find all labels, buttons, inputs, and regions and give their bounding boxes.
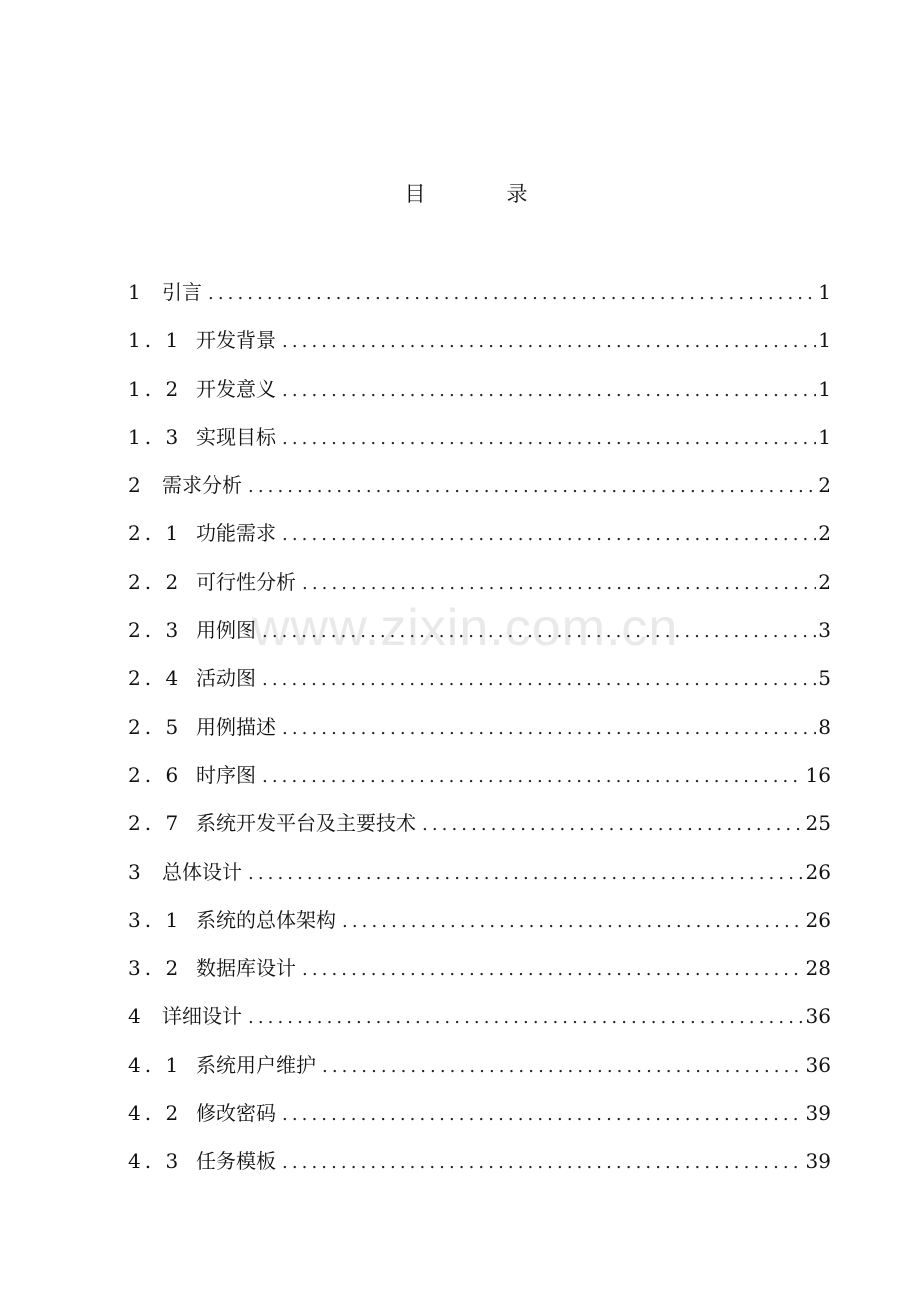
toc-entry[interactable] [128,799,831,847]
toc-entry-number: 4. 1 [128,1052,183,1077]
toc-title: 目 录 [404,182,558,206]
table-of-contents [128,268,831,1186]
toc-entry[interactable] [128,413,831,461]
toc-dot-leader [282,415,816,463]
toc-entry[interactable] [128,606,831,654]
toc-entry-number: 1 [128,280,141,304]
toc-entry[interactable] [128,1137,831,1185]
toc-dot-leader [262,656,816,704]
toc-entry[interactable] [128,461,831,509]
toc-dot-leader [282,1091,804,1139]
toc-dot-leader [262,608,816,656]
toc-entry[interactable] [128,751,831,799]
toc-entry[interactable] [128,558,831,606]
toc-dot-leader [248,850,804,898]
toc-entry-page-number: 28 [805,956,831,981]
toc-entry-number: 2. 6 [128,762,183,787]
toc-entry-number: 2. 5 [128,714,183,739]
toc-entry-page-number: 39 [805,1101,831,1126]
toc-entry-number: 2 [128,473,141,498]
toc-entry[interactable] [128,1041,831,1089]
toc-entry-page-number: 2 [818,521,831,546]
toc-entry-label: 详细设计 [162,1004,242,1029]
toc-entry-label: 用例描述 [196,714,276,739]
toc-dot-leader [282,1139,804,1187]
toc-entry[interactable] [128,509,831,557]
toc-entry-label: 活动图 [196,666,256,691]
watermark: www.zixin.com.cn [252,599,679,657]
toc-entry-page-number: 1 [818,424,831,449]
toc-entry-page-number: 36 [805,1004,831,1029]
toc-dot-leader [282,705,816,753]
toc-entry-page-number: 1 [818,376,831,401]
toc-entry-label: 数据库设计 [196,956,296,981]
toc-entry-label: 引言 [162,280,202,304]
toc-entry-number: 1. 3 [128,424,183,449]
toc-entry-label: 可行性分析 [196,569,296,594]
toc-entry-page-number: 36 [805,1052,831,1077]
toc-entry-label: 需求分析 [162,473,242,498]
toc-entry-label: 任务模板 [196,1149,276,1174]
toc-entry-number: 3. 1 [128,907,183,932]
toc-entry-page-number: 25 [805,811,831,836]
toc-entry-label: 修改密码 [196,1101,276,1126]
toc-entry-page-number: 3 [818,618,831,643]
toc-entry-number: 1. 2 [128,376,183,401]
toc-entry-label: 功能需求 [196,521,276,546]
toc-entry-page-number: 1 [818,280,831,304]
toc-entry-number: 2. 1 [128,521,183,546]
toc-dot-leader [282,318,816,366]
toc-entry[interactable] [128,365,831,413]
toc-entry-label: 系统的总体架构 [196,907,336,932]
toc-entry[interactable] [128,316,831,364]
toc-entry-label: 实现目标 [196,424,276,449]
toc-dot-leader [422,801,804,849]
toc-dot-leader [248,994,804,1042]
toc-entry-page-number: 5 [818,666,831,691]
toc-entry-number: 3. 2 [128,956,183,981]
toc-entry[interactable] [128,703,831,751]
toc-entry[interactable] [128,1089,831,1137]
toc-entry-page-number: 39 [805,1149,831,1174]
toc-entry-page-number: 2 [818,473,831,498]
toc-entry[interactable] [128,992,831,1040]
toc-entry-number: 1. 1 [128,328,183,353]
toc-entry[interactable] [128,654,831,702]
toc-entry[interactable] [128,896,831,944]
toc-entry-page-number: 8 [818,714,831,739]
toc-entry-number: 2. 3 [128,618,183,643]
toc-entry-label: 总体设计 [162,859,242,884]
toc-dot-leader [282,511,816,559]
toc-entry-number: 4. 3 [128,1149,183,1174]
toc-entry-label: 开发背景 [196,328,276,353]
toc-entry-label: 系统开发平台及主要技术 [196,811,416,836]
toc-entry-number: 4 [128,1004,141,1029]
toc-entry-label: 用例图 [196,618,256,643]
toc-entry-page-number: 26 [805,859,831,884]
toc-entry-page-number: 26 [805,907,831,932]
toc-entry-number: 4. 2 [128,1101,183,1126]
toc-entry-label: 系统用户维护 [196,1052,316,1077]
toc-dot-leader [248,463,816,511]
toc-entry-page-number: 2 [818,569,831,594]
toc-dot-leader [262,753,804,801]
toc-entry[interactable] [128,848,831,896]
toc-dot-leader [322,1043,804,1091]
toc-entry-page-number: 16 [805,762,831,787]
toc-entry[interactable] [128,268,831,316]
toc-entry-number: 2. 2 [128,569,183,594]
toc-dot-leader [342,898,804,946]
toc-dot-leader [302,560,816,608]
toc-entry-number: 2. 7 [128,811,183,836]
toc-entry-number: 3 [128,859,141,884]
toc-entry-label: 开发意义 [196,376,276,401]
toc-entry-label: 时序图 [196,762,256,787]
toc-entry[interactable] [128,944,831,992]
toc-dot-leader [208,270,816,318]
toc-entry-number: 2. 4 [128,666,183,691]
toc-dot-leader [282,367,816,415]
toc-entry-page-number: 1 [818,328,831,353]
toc-dot-leader [302,946,804,994]
